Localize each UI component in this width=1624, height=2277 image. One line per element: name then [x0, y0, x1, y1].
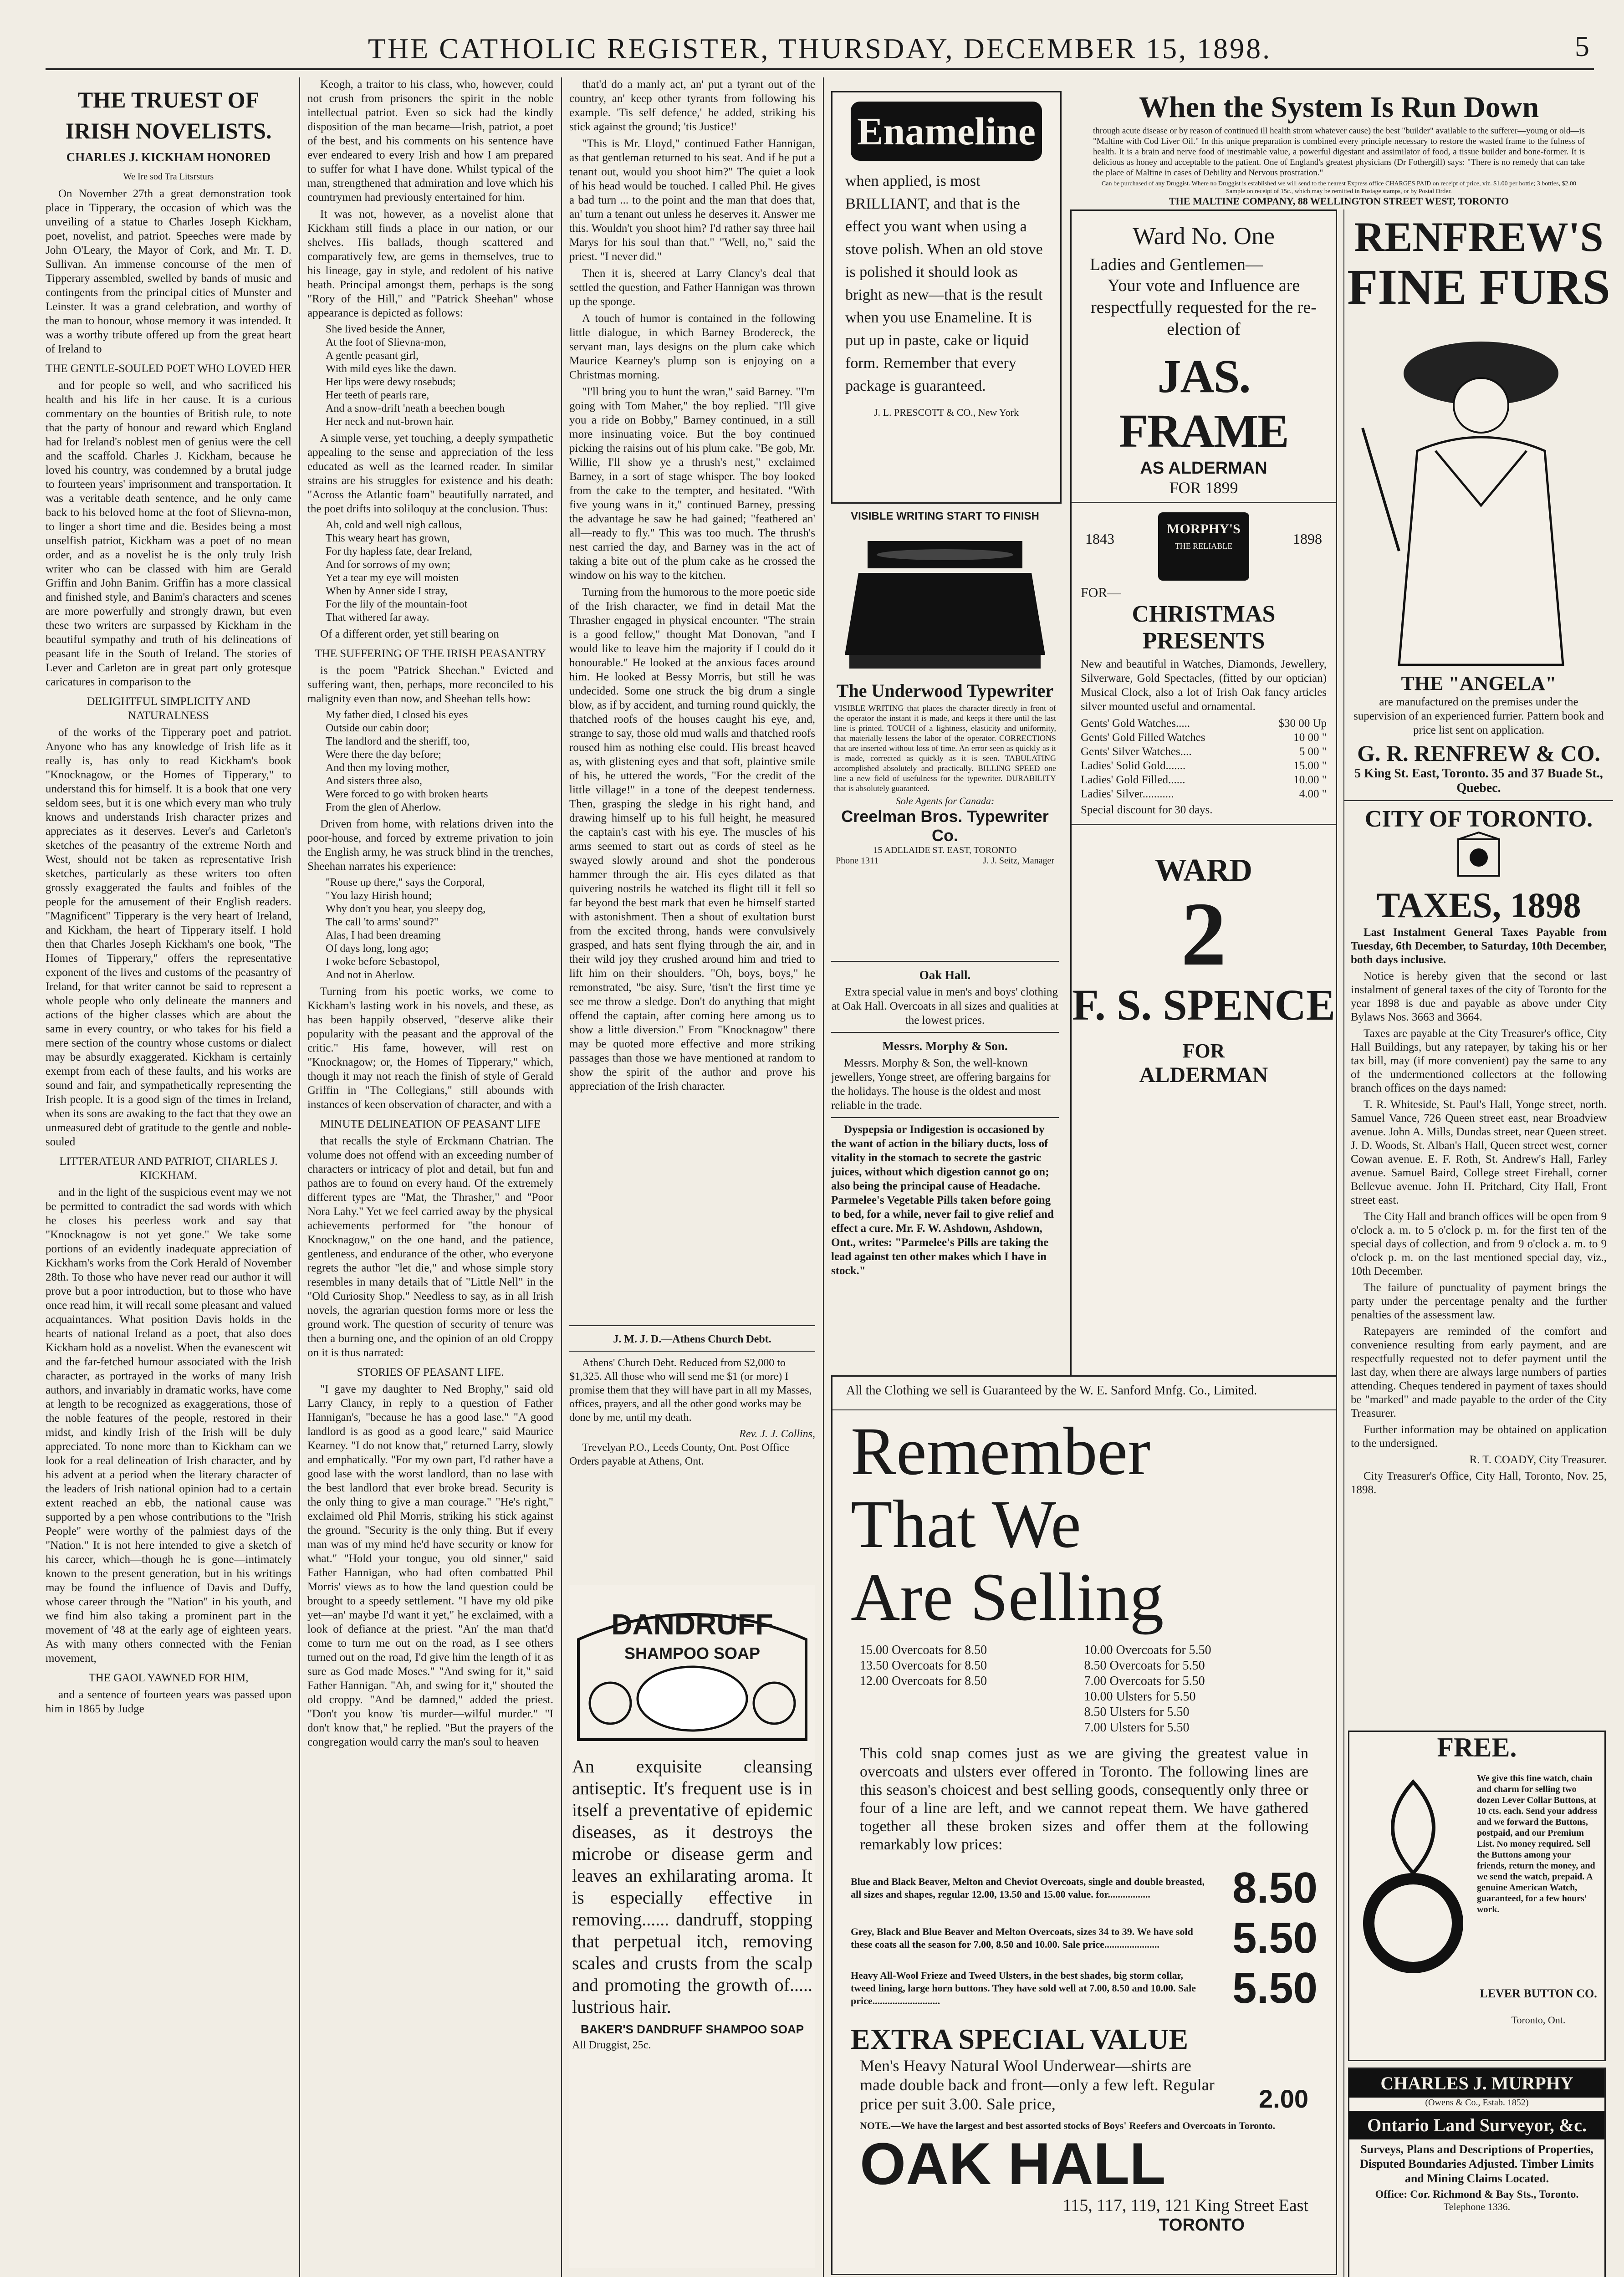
sanford-note: NOTE.—We have the largest and best assorted stocks of Boys' Reefers and Overcoats in Toronto. [860, 2120, 1276, 2131]
dandruff-soap-ad [569, 1585, 815, 2268]
headline-line-2: IRISH NOVELISTS. [65, 118, 272, 143]
maltine-text: through acute disease or by reason of continued ill health strom whatever cause) the best "builder" available to the sufferer—young or old—is "Maltine with Cod Liver Oil." In this unique preparation is combined every principle necessary to restore the wasted frame to the fulness of health. It is a brain and nerve food of inestimable value, a powerful digestant and assimilator of food, a tissue builder and bone-former. It is delicious as honey and acceptable to the patient. One of England's greatest physicians (Dr Fothergill) says: "There is no remedy that can take the place of Maltine in cases of Debility and Nervous prostration." [1093, 126, 1585, 178]
taxes-title: TAXES, 1898 [1376, 885, 1581, 925]
morphy-year-founded: 1843 [1085, 531, 1114, 547]
article-paragraph: and in the light of the suspicious event may we not be permitted to contradict the sad words with which he closes his peerless work and say that "Knocknagow is not yet gone." We take some portions of an evidently inadequate appreciation of Kickham's works from the Cork Herald of November 28th. To those who have never read our author it will prove but a poor introduction, but to those who have once read him, it will recall some pleasant and valued acquaintances. What position Davis holds in the hearts of national Ireland as a poet, that also does Kickham hold as a novelist. When the evanescent wit and the far-fetched humour associated with the Irish character, as portrayed in the works of many Irish authors, and invariably in dramatic works, have come at length to be recognized as exaggerations, those of the noble features of the people, restored in their midst, and kindly Irish of the Irish will be duly appreciated. To none more than to Kickham can we look for a real delineation of Irish character, and by his advent at a period when the literary character of the leaders of Irish national opinion had to a certain extent reached an ebb, the national cause was supported by a pen whose contributions to the "Irish People" were worthy of the palmiest days of the "Nation." It is not here intended to give a sketch of his career, which—though he is gone—intimately known to the present generation, but in his writings may be found the influence of Davis and Duffy, whose career through the "Nation" in his youth, and we find him also taking a prominent part in the movement of '48 at the early age of eighteen years. As with many others connected with the Fenian movement, [46, 1186, 291, 1664]
extra-special-text: Men's Heavy Natural Wool Underwear—shirts are made double back and front—only a few left. Regular price per suit 3.00. Sale price, [860, 2057, 1215, 2113]
article-paragraph: A touch of humor is contained in the following little dialogue, in which Barney Brodereck, the servant man, lays designs on the plum cake which Maurice Kearney's plump son is enjoying on a Christmas morning. [569, 312, 815, 381]
enameline-text: when applied, is most BRILLIANT, and that is the effect you want when using a stove polish. When an old stove is polished it should look as bright as new—that is the result when you use Enameline. It is put up in paste, cake or liquid form. Remember that every package is guaranteed. [845, 173, 1043, 394]
renfrew-address: 5 King St. East, Toronto. 35 and 37 Buade St., Quebec. [1354, 766, 1603, 795]
renfrew-model: THE "ANGELA" [1401, 672, 1557, 694]
enameline-maker: J. L. PRESCOTT & CO., New York [873, 407, 1019, 418]
oak-hall-brand: OAK HALL [860, 2130, 1166, 2197]
article-paragraph: A simple verse, yet touching, a deeply sympathetic appealing to the sense and appreciation of the less educated as well as the learned reader. In similar strains are his struggles for existence and his death: "Across the Atlantic foam" beautifully narrated, and the poet drifts into soliloquy at the conclusion. Thus: [307, 432, 553, 515]
enameline-ad [831, 91, 1062, 504]
renfrew-title-2: FINE FURS [1347, 259, 1610, 315]
frame-office: AS ALDERMAN [1140, 459, 1267, 478]
article-paragraph: Turning from the humorous to the more poetic side of the Irish character, we find in detail Mat the Thrasher engaged in physical encounter. "The strain is a good fellow," thought Mat Donovan, "and I would like to leave him the majority if I could do it honourable." He looked at the anxious faces around him. He looked at Bessy Morris, but still he was undecided. Some one struck the big drum a single blow, as if by accident, and turning round quickly, the thatched roofs of the houses caught his eye, and, strange to say, those old mud walls and thatched roofs roused him as nothing else could. His breast heaved as, with glistening eyes and that soft, plaintive smile of his, he uttered the words, "For the credit of the little village!" in a tone of the deepest tenderness. Then, grasping the sledge in his right hand, and drawing himself up to his full height, he measured the captain's cast with his eye. The muscles of his arms seemed to start out as cords of steel as he swayed slowly around and shot the ponderous hammer through the air. His eyes dilated as that quivering nostrils he watched its flight till it fell so far beyond the best mark that even he himself started with astonishment. Then a shout of exultation burst from the excited throng, hands were convulsively grasped, and hats sent flying through the air, and in their wild joy they crushed around him and tried to lift him on their shoulders. "Oh, boys, boys," he remonstrated, "be aisy. Sure, 'tisn't the first time ye see me throw a sledge. Don't do anything that might offend the captain, after coming here among us to show a little diversion." From "Knocknagow" there may be quoted more effective and more striking passages than those we have mentioned at random to show the spirit of the author and prove his appreciation of the Irish character. [569, 586, 815, 1093]
dandruff-brand: BAKER'S DANDRUFF SHAMPOO SOAP [580, 2022, 804, 2036]
remember-headline-1: Remember [851, 1414, 1151, 1489]
page-number: 5 [1575, 30, 1589, 62]
parmelee-notice: Dyspepsia or Indigestion is occasioned by the want of action in the biliary ducts, loss of vitality in the stomach to secrete the gastric juices, without which digestion cannot go on; also being the principal cause of Headache. Parmelee's Vegetable Pills taken before going to bed, for a while, never fail to give relief and effect a cure. Mr. F. W. Ashdown, Ashdown, Ont., writes: "Parmelee's Pills are taking the lead against ten other makes which I have in stock." [831, 1123, 1054, 1277]
underwood-manager: J. J. Seitz, Manager [983, 856, 1054, 866]
frame-greeting: Ladies and Gentlemen— [1090, 255, 1263, 274]
underwood-title: The Underwood Typewriter [836, 680, 1054, 701]
price-line: 12.00 Overcoats for 8.50 [860, 1674, 987, 1688]
price-row: Gents' Gold Watches..... $30 00 Up [1081, 717, 1327, 730]
notice-title: J. M. J. D.—Athens Church Debt. [613, 1333, 771, 1345]
frame-year: FOR 1899 [1169, 479, 1238, 497]
murphy-name: CHARLES J. MURPHY [1349, 2069, 1604, 2098]
underwood-phone: Phone 1311 [836, 856, 879, 866]
notice-text: Athens' Church Debt. Reduced from $2,000 to $1,325. All those who will send me $1 (or more) I promise them that they will have part in all my Masses, offices, prayers, and all the other good works may be done by me, until my death. [569, 1357, 812, 1424]
spence-ward-number: 2 [1181, 884, 1226, 985]
morphy-title: CHRISTMAS PRESENTS [1132, 601, 1276, 654]
spence-ward: WARD [1155, 853, 1252, 888]
remember-headline-2: That We [851, 1486, 1081, 1562]
price-line: 10.00 Ulsters for 5.50 [1084, 1690, 1196, 1704]
murphy-office: Office: Cor. Richmond & Bay Sts., Toronto. [1375, 2189, 1579, 2200]
morphy-badge-sub: THE RELIABLE [1175, 541, 1233, 551]
oakhall-notice-title: Oak Hall. [919, 968, 971, 982]
article-paragraph: Keogh, a traitor to his class, who, however, could not crush from prisoners the spirit in the noble intellectual patriot. Even so sick had the kindly disposition of the man became—Irish, patriot, a poet of the best, and his comments on his sentence have ever endeared to every Irish and how I am prepared to suffer for what I have done. Whilst typical of the man, strengthened that admiration and love which his countrymen had previously entertained for him. [307, 78, 553, 204]
morphy-for: FOR— [1081, 585, 1121, 600]
reading-notices [831, 956, 1059, 1366]
price-row: Gents' Silver Watches.... 5 00 " [1081, 745, 1327, 758]
free-text: We give this fine watch, chain and charm for selling two dozen Lever Collar Buttons, at 10 cts. each. Send your address and we forward the Buttons, postpaid, and our Premium List. No money required. Sell the Buttons among your friends, return the money, and we send the watch, prepaid. A genuine American Watch, guaranteed, for a few hours' work. [1477, 1773, 1598, 1915]
article-paragraph: Turning from his poetic works, we come to Kickham's lasting work in his novels, and these, as has been happily observed, "deserve alike their popularity with the peasant and the approval of the critic." His fame, however, will rest on "Knocknagow; or, the Homes of Tipperary," which, though it may not reach the finish of style of Gerald Griffin in "The Collegians," still abounds with instances of keen observation of character, and with a [307, 985, 553, 1111]
notice-address: Trevelyan P.O., Leeds County, Ont. Post Office Orders payable at Athens, Ont. [569, 1442, 790, 1467]
article-paragraph: and a sentence of fourteen years was passed upon him in 1865 by Judge [46, 1689, 291, 1715]
sanford-guarantee: All the Clothing we sell is Guaranteed by the W. E. Sanford Mnfg. Co., Limited. [846, 1384, 1257, 1398]
price-row: Ladies' Silver........... 4.00 " [1081, 788, 1327, 800]
maltine-sample: Sample on receipt of 15c., which may be remitted in Postage stamps, or by Postal Order. [1226, 188, 1452, 195]
article-paragraph: that'd do a manly act, an' put a tyrant out of the country, an' keep other tyrants from following his example. 'Tis self defence,' he added, striking his stick against the ground; 'tis Justice!' [569, 78, 815, 133]
sale-line: Blue and Black Beaver, Melton and Cheviot Overcoats, single and double breasted, all sizes and shapes, regular 12.00, 13.50 and 15.00 value. for................. 8.50 [851, 1863, 1318, 1912]
underwood-tagline: VISIBLE WRITING START TO FINISH [851, 510, 1039, 522]
murphy-surveyor-ad [1348, 2068, 1606, 2277]
maltine-ad [1066, 91, 1612, 207]
section-heading: THE GAOL YAWNED FOR HIM, [88, 1672, 249, 1684]
frame-ward: Ward No. One [1132, 222, 1275, 250]
section-heading: THE GENTLE-SOULED POET WHO LOVED HER [46, 362, 291, 375]
article-paragraph: It was not, however, as a novelist alone that Kickham still finds a place in our nation, or our shelves. His ballads, though scattered and comparatively few, are gems in themselves, true to his lineage, gay in style, and redolent of his native heath. Principal amongst them, perhaps is the song "Rory of the Hill," and "Patrick Sheehan" whose appearance is depicted as follows: [307, 208, 553, 319]
price-line: 15.00 Overcoats for 8.50 [860, 1643, 987, 1657]
underwood-text: VISIBLE WRITING that places the character directly in front of the operator the instant it is made, and keeps it there until the last line is printed. TOUCH of a lightness, elasticity and uniformity, that materially lessens the labor of the operator. CORRECTIONS that are inserted without loss of time. An error seen as quickly as it is made, corrected as quickly as it is seen. TABULATING accomplished absolutely and practically. BILLING SPEED one line a new field of usefulness for the typewriter. DURABILITY that is absolutely guaranteed. [834, 704, 1056, 793]
maltine-title: When the System Is Run Down [1139, 91, 1539, 124]
morphy-price-list [1072, 716, 1336, 801]
free-city: Toronto, Ont. [1511, 2014, 1566, 2026]
dandruff-text: An exquisite cleansing antiseptic. It's frequent use is in itself a preventative of epidemic diseases, as it destroys the microbe or disease germ and leaves an exhilarating aroma. It is especially effective in removing...... dandruff, stopping that perpetual itch, removing scales and crusts from the scalp and promoting the growth of..... lustrious hair. [572, 1756, 812, 2017]
masthead-title: THE CATHOLIC REGISTER, THURSDAY, DECEMBER 15, 1898. [368, 32, 1272, 65]
underwood-address: 15 ADELAIDE ST. EAST, TORONTO [873, 845, 1017, 855]
article-paragraph: Driven from home, with relations driven into the poor-house, and forced by extreme privation to join the English army, he was struck blind in the trenches, Sheehan narrates his experience: [307, 818, 553, 873]
frame-text: Your vote and Influence are respectfully requested for the re-election of [1091, 276, 1317, 339]
article-paragraph: "I gave my daughter to Ned Brophy," said old Larry Clancy, in reply to a question of Father Hannigan's, "because he has a good lase." "A good landlord is as good as a good leare," said Maurice Kearney. "I do not know that," returned Larry, slowly and emphatically. "For my own part, I'd rather have a good lase with the worst landlord, than no lase with the best landlord that ever broke bread. Security is the only thing to give a man courage." "He's right," exclaimed old Phil Morris, striking his stick against the ground. "Security is the only thing. But if every man was of my mind he'd have security or know for what." "Hold your tongue, you old sinner," said Father Hannigan, who had often combatted Phil Morris' views as to how the land question could be brought to a speedy settlement. "I have my old pike yet—an' maybe I'd want it yet," he exclaimed, with a look of defiance at the priest. "An' the man that'd come to turn me out on the road, as I see others turned out on the road, I'd give him the length of it as sure as God made Moses." "And swing for it," said Father Hannigan. "Ah, and swing for it," shouted the old croppy. "And be damned," added the priest. "Don't you know 'tis murder—wilful murder." "I don't know that," he replied. "But the prayers of the congregation would carry the man's soul to heaven [307, 1383, 553, 1748]
article-paragraph: that recalls the style of Erckmann Chatrian. The volume does not offend with an exceeding number of characters or intricacy of plot and detail, but fun and pathos are to found on every hand. Of the extremely different types are "Mat, the Thrasher," and "Poor Nora Lahy." Yet we feel carried away by the physical achievements performed for "the honour of Knocknagow," on the one hand, and the patience, gentleness, and endurance of the other, who everyone regrets the author "let die," and whose simple story resembles in many details that of "Little Nell" in the "Old Curiosity Shop." Needless to say, as in all Irish novels, the agrarian question forms more or less the ground work. The question of security of tenure was then a burning one, and the opinion of an old Croppy on it is thus narrated: [307, 1135, 553, 1359]
section-heading: STORIES OF PEASANT LIFE. [357, 1366, 504, 1378]
enameline-logo: Enameline [851, 102, 1042, 161]
underwood-agents: Creelman Bros. Typewriter Co. [841, 807, 1049, 845]
oak-hall-clothing-ad [831, 1375, 1337, 2275]
oak-hall-address: 115, 117, 119, 121 King Street East [1062, 2196, 1308, 2215]
price-row: Ladies' Solid Gold....... 15.00 " [1081, 760, 1327, 772]
byline: We Ire sod Tra Litsrsturs [123, 172, 214, 182]
article-paragraph: "This is Mr. Lloyd," continued Father Hannigan, as that gentleman returned to his seat. And if he put a tenant out, would you shoot him?" The quiet a look of his head would be touched. I called Phil. He gives a bad turn ... to the point and the man that does that, an' turn a tenant out unless he deserves it. Answer me this. Wouldn't you shoot him? I'd rather say three hail Marys for his soul than that." "Well, no," said the priest. "I never did." [569, 138, 815, 263]
free-watch-ad [1348, 1731, 1606, 2061]
price-line: 13.50 Overcoats for 8.50 [860, 1659, 987, 1673]
article-paragraph: of the works of the Tipperary poet and patriot. Anyone who has any knowledge of Irish life as it really is, has only to read Kickham's book "Knocknagow, or the Homes of Tipperary," to understand this for himself. It is a book that one very seldom sees, but it is one which every man who truly knows and understands Irish character prizes and appreciates as it deserves. Lever's and Carleton's sketches of the peasantry of the extreme North and West, should not be taken as representative Irish sketches, particularly as these writers too often grossly exaggerated the faults and foibles of the people for the amusement of their English readers. "Magnificent" Tipperary is the very heart of Ireland, and Kickham, the heart of Tipperary itself. I hold then that Charles Joseph Kickham's one book, "The Homes of Tipperary," offers the representative exponent of the lives and customs of the peasantry of Ireland, for that writer cannot be said to represent a whole people who only delineate the manners and actions of the higher classes which are about the same in every country, or who takes for his field a mere section of the country whose customs or dialect may be absurdly exaggerated. Kickham is certainly exempt from each of these faults, and his works are sound and fair, and sympathetically representing the Irish people. It is a good sign of the times in Ireland, when its sons are awaking to the fact that they owe an unmeasured debt of gratitude to the gentle and noble-souled [46, 726, 291, 1148]
article-paragraph: Of a different order, yet still bearing on [320, 628, 499, 640]
section-heading: DELIGHTFUL SIMPLICITY AND NATURALNESS [87, 695, 250, 722]
murphy-sub: (Owens & Co., Estab. 1852) [1425, 2098, 1529, 2108]
price-line: 8.50 Overcoats for 5.50 [1084, 1659, 1205, 1673]
extra-special-heading: EXTRA SPECIAL VALUE [851, 2023, 1188, 2055]
article-paragraph: Then it is, sheered at Larry Clancy's deal that settled the question, and Father Hannigan was thrown up the sponge. [569, 267, 815, 308]
sale-price: 8.50 [1232, 1863, 1318, 1912]
murphy-title: Ontario Land Surveyor, &c. [1349, 2111, 1604, 2139]
column-2 [307, 77, 553, 2277]
column-rule [299, 77, 300, 2277]
watch-and-chain-icon [1354, 1773, 1472, 1991]
section-heading: THE SUFFERING OF THE IRISH PEASANTRY [315, 648, 546, 660]
column-rule [823, 77, 824, 2277]
sale-price: 5.50 [1232, 1964, 1318, 2012]
typewriter-icon [831, 523, 1059, 678]
taxes-notice: Last Instalment General Taxes Payable from Tuesday, 6th December, to Saturday, 10th December, both days inclusive. Notice is hereby given that the second or last instalment of general taxes of the city of Toronto for the year 1898 is due and payable as above under City Bylaws Nos. 3663 and 3664. Taxes are payable at the City Treasurer's office, City Hall Buildings, but any ratepayer, by taking his or her tax bill, may (if more convenient) pay the same to any of the undermentioned collectors at the following branch offices on the days named: T. R. Whiteside, St. Paul's Hall, Yonge street, north. Samuel Vance, 726 Queen street east, near Broadview avenue. John A. Mills, Dundas street, near Queen street. J. D. Woods, St. Alban's Hall, Queen street west, corner Cowan avenue. E. F. Roth, St. Andrew's Hall, Farley avenue. Samuel Baird, College street Firehall, corner Bellevue avenue. John H. Pritchard, City Hall, Front street east. The City Hall and branch offices will be open from 9 o'clock a. m. to 5 o'clock p. m. for the first ten of the special days of collection, and from 9 o'clock a. m. to 9 o'clock p. m. on the last mentioned special day, viz., 10th December. The failure of punctuality of payment brings the party under the percentage penalty and the further penalties of the assessment law. Ratepayers are reminded of the comfort and convenience resulting from early payment, and are respectfully requested not to defer payment until the last day, when there are always large numbers of parties attending. Cheques tendered in payment of taxes should be "marked" and made payable to the order of the City Treasurer. Further information may be obtained on application to the undersigned. R. T. COADY, City Treasurer. City Treasurer's Office, City Hall, Toronto, Nov. 25, 1898. [1351, 926, 1607, 1496]
price-row: Ladies' Gold Filled...... 10.00 " [1081, 774, 1327, 786]
price-line: 10.00 Overcoats for 5.50 [1084, 1643, 1211, 1657]
poem-verse: Ah, cold and well nigh callous, This weary heart has grown, For thy hapless fate, dear Ireland, And for sorrows of my own; Yet a tear my eye will moisten When by Anner side I stray, For the lily of the mountain-foot That withered far away. [326, 519, 472, 623]
column-rule [561, 77, 562, 2277]
notice-signature: Rev. J. J. Collins, [739, 1428, 815, 1440]
maltine-company: THE MALTINE COMPANY, 88 WELLINGTON STREET WEST, TORONTO [1169, 195, 1509, 207]
article-paragraph: and for people so well, and who sacrificed his health and his life in her cause. It is a curious commentary on the bounties of British rule, to note that the party of honour and reward which England had for Ireland's noblest men of genius were the cell and the scaffold. Charles J. Kickham, because he loved his country, was condemned by a brutal judge to fourteen years' imprisonment and transportation. It was a veritable death sentence, and he only came back to his beloved home at the foot of Slievna-mon, to linger a short time and die. Besides being a most unselfish patriot, Kickham was a poet of no mean order, and as a novelist he is the only truly Irish writer who can be classed with him are Gerald Griffin and John Banim. Griffin has a more classical and finished style, and Banim's characters and scenes are more powerfully and strongly drawn, but even these two writers are surpassed by Kickham in the beautiful sympathy and truth of his delineations of peasant life in the South of Ireland. The stories of Lever and Carleton are in great part only grotesque caricatures in comparison to the [46, 379, 291, 688]
poem-verse: My father died, I closed his eyes Outside our cabin door; The landlord and the sheriff, too, Were there the day before; And then my loving mother, And sisters three also, Were forced to go with broken hearts From the glen of Aherlow. [326, 709, 488, 813]
remember-headline-3: Are Selling [851, 1559, 1164, 1635]
price-line: 8.50 Ulsters for 5.50 [1084, 1705, 1190, 1719]
dandruff-subtitle: SHAMPOO SOAP [624, 1644, 761, 1663]
sale-line: Heavy All-Wool Frieze and Tweed Ulsters, in the best shades, big storm collar, tweed lining, large horn buttons. They have sold well at 7.00, 8.50 and 10.00. Sale price........................... 5.50 [851, 1964, 1318, 2012]
underwood-ad [831, 510, 1059, 947]
column-3 [569, 77, 815, 1316]
article-subhead: CHARLES J. KICKHAM HONORED [66, 150, 271, 164]
murphy-text: Surveys, Plans and Descriptions of Properties, Disputed Boundaries Adjusted. Timber Limits and Mining Claims Located. [1360, 2143, 1594, 2185]
free-title: FREE. [1437, 1732, 1517, 1762]
price-line: 7.00 Overcoats for 5.50 [1084, 1674, 1205, 1688]
spence-name: F. S. SPENCE [1072, 980, 1335, 1029]
extra-special-price: 2.00 [1259, 2084, 1308, 2113]
morphy-discount: Special discount for 30 days. [1081, 804, 1213, 816]
price-line: 7.00 Ulsters for 5.50 [1084, 1721, 1190, 1735]
article-paragraph: is the poem "Patrick Sheehan." Evicted and suffering want, then, perhaps, more reconciled to his malignity even than now, and Sheehan tells how: [307, 664, 553, 705]
election-jewellery-column [1070, 209, 1337, 1551]
headline-line-1: THE TRUEST OF [77, 87, 260, 112]
masthead [46, 18, 1594, 70]
renfrew-company: G. R. RENFREW & CO. [1357, 740, 1600, 766]
church-debt-notice [569, 1321, 815, 1576]
sale-price: 5.50 [1232, 1914, 1318, 1962]
sale-line: Grey, Black and Blue Beaver and Melton Overcoats, sizes 34 to 39. We have sold these coats all the season for 7.00, 8.50 and 10.00. Sale price...................... 5.50 [851, 1914, 1318, 1962]
frame-name: JAS. FRAME [1119, 350, 1288, 457]
maltine-note: Can be purchased of any Druggist. Where no Druggist is established we will send to the nearest Express office CHARGES PAID on receipt of price, viz. $1.00 per bottle; 3 bottles, $2.00 [1101, 180, 1577, 187]
oak-hall-city: TORONTO [1159, 2216, 1245, 2235]
underwood-agents-label: Sole Agents for Canada: [895, 795, 995, 807]
sanford-text: This cold snap comes just as we are giving the greatest value in overcoats and ulsters ever offered in Toronto. The following lines are this season's choicest and best selling goods, consequently only three or four of a line are left, and we cannot repeat them. We have gathered together all these broken sizes and offer them at the following remarkably low prices: [860, 1745, 1308, 1853]
morphy-text: New and beautiful in Watches, Diamonds, Jewellery, Silverware, Gold Spectacles, (fitted by our optician) Musical Clock, also a lot of Irish Oak fancy articles silver mounted useful and ornamental. [1081, 658, 1327, 713]
morphy-notice-title: Messrs. Morphy & Son. [882, 1039, 1008, 1053]
free-brand: LEVER BUTTON CO. [1480, 1987, 1597, 2000]
article-paragraph: On November 27th a great demonstration took place in Tipperary, the occasion of which was the unveiling of a statue to Charles Joseph Kickham, poet, novelist, and patriot. Speeches were made by John O'Leary, the Mayor of Cork, and Mr. T. D. Sullivan. An immense concourse of the men of Tipperary assembled, swelled by bands of music and contingents from the principal cities of Munster and Leinster. It was a grand celebration, and worthy of the man to honour, whose memory it was intended. It was a worthy tribute offered up from the great heart of Ireland to [46, 188, 291, 355]
murphy-phone: Telephone 1336. [1443, 2201, 1511, 2212]
section-heading: MINUTE DELINEATION OF PEASANT LIFE [320, 1118, 541, 1130]
section-heading: LITTERATEUR AND PATRIOT, CHARLES J. KICKHAM. [59, 1155, 278, 1182]
oakhall-notice-text: Extra special value in men's and boys' clothing at Oak Hall. Overcoats in all sizes and qualities at the lowest prices. [831, 986, 1059, 1026]
morphy-badge-name: MORPHY'S [1167, 521, 1241, 536]
dandruff-price: All Druggist, 25c. [572, 2039, 651, 2051]
taxes-city: CITY OF TORONTO. [1364, 806, 1593, 832]
spence-office: ALDERMAN [1139, 1063, 1268, 1087]
fur-coat-lady-illustration [1344, 314, 1613, 669]
column-1 [46, 77, 291, 2277]
morphy-badge [1158, 512, 1249, 581]
poem-verse: She lived beside the Anner, At the foot of Slievna-mon, A gentle peasant girl, With mild eyes like the dawn. Her lips were dewy rosebuds; Her teeth of pearls rare, And a snow-drift 'neath a beechen bough Her neck and nut-brown hair. [326, 323, 505, 428]
overcoat-price-table [832, 1634, 1336, 1736]
dandruff-title: DANDRUFF [611, 1608, 773, 1641]
article-paragraph: "I'll bring you to hunt the wran," said Barney. "I'm going with Tom Maher," the boy replied. "I'll give you a ride on Bobby," Barney continued, in a still more insinuating voice. But the boy continued picking the raisins out of his plum cake. "Be gob, Mr. Willie, I'll show ye a thrush's nest," exclaimed Barney, in a sort of stage whisper. The boy looked from the cake to the tempter, and hesitated. "With five young wans in it," continued Barney, pressing the advantage he saw he had gained; "feathered an' all—ready to fly." This was too much. The thrush's nest carried the day, and Barney was in the act of taking a bite out of the plum cake as he crossed the window on his way to the kitchen. [569, 386, 815, 582]
morphy-notice-text: Messrs. Morphy & Son, the well-known jewellers, Yonge street, are offering bargains for the holidays. The house is the oldest and most reliable in the trade. [831, 1057, 1051, 1112]
poem-verse: "Rouse up there," says the Corporal, "You lazy Hirish hound; Why don't you hear, you sleepy dog, The call 'to arms' sound?" Alas, I had been dreaming Of days long, long ago; I woke before Sebastopol, And not in Aherlow. [326, 877, 486, 981]
price-row: Gents' Gold Filled Watches 10 00 " [1081, 731, 1327, 744]
morphy-year-current: 1898 [1293, 531, 1322, 547]
city-crest-icon [1344, 832, 1613, 883]
renfrew-title-1: RENFREW'S [1354, 214, 1604, 260]
spence-for: FOR [1182, 1040, 1225, 1062]
renfrew-text: are manufactured on the premises under the supervision of an experienced furrier. Pattern book and price list sent on application. [1353, 696, 1604, 736]
